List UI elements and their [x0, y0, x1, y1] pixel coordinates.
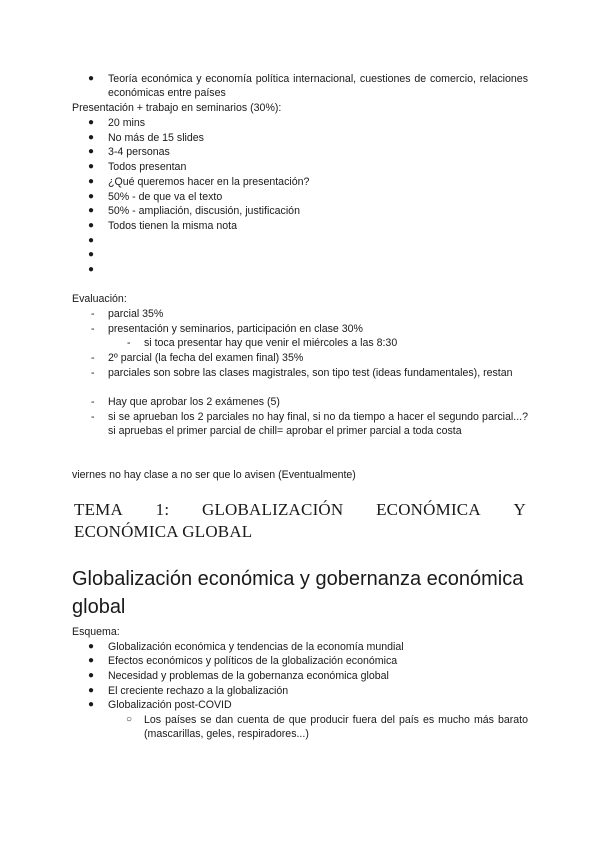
evaluation-heading: Evaluación:	[72, 293, 127, 305]
evaluation-item: si se aprueban los 2 parciales no hay final, si no da tiempo a hacer el segundo parcial...? si apruebas el primer parcial de chill= aprobar el primer parcial a toda costa	[108, 411, 528, 437]
outline-item: Efectos económicos y políticos de la globalización económica	[108, 655, 398, 667]
friday-note: viernes no hay clase a no ser que lo avisen (Eventualmente)	[72, 469, 356, 481]
evaluation-sub-item: si toca presentar hay que venir el miércoles a las 8:30	[144, 337, 398, 349]
topic-heading-word: GLOBALIZACIÓN	[201, 500, 344, 519]
evaluation-item: Hay que aprobar los 2 exámenes (5)	[108, 396, 280, 408]
bullet-icon: ●	[88, 205, 95, 216]
dash-marker: -	[127, 337, 131, 349]
topic-heading-word: ECONÓMICA	[376, 500, 481, 519]
dash-marker: -	[91, 352, 95, 364]
bullet-icon: ●	[88, 641, 95, 652]
bullet-icon: ●	[88, 655, 95, 666]
evaluation-item: 2º parcial (la fecha del examen final) 35%	[108, 352, 304, 364]
bullet-icon: ●	[88, 146, 95, 157]
dash-marker: -	[91, 396, 95, 408]
section-title: Globalización económica y gobernanza económica global	[72, 568, 524, 618]
evaluation-item: parcial 35%	[108, 308, 164, 320]
presentation-heading: Presentación + trabajo en seminarios (30%):	[72, 102, 282, 114]
presentation-item: 20 mins	[108, 117, 146, 129]
topic-heading-word: TEMA	[74, 500, 123, 519]
bullet-icon: ●	[88, 685, 95, 696]
dash-marker: -	[91, 367, 95, 379]
bullet-icon: ●	[88, 220, 95, 231]
presentation-item: No más de 15 slides	[108, 132, 204, 144]
outline-item: Necesidad y problemas de la gobernanza económica global	[108, 670, 389, 682]
presentation-item: 50% - de que va el texto	[108, 191, 223, 203]
bullet-icon: ●	[88, 161, 95, 172]
outline-sub-item: Los países se dan cuenta de que producir fuera del país es mucho más barato (mascarillas, geles, respiradores...)	[144, 714, 528, 740]
evaluation-item: parciales son sobre las clases magistrales, son tipo test (ideas fundamentales), restan	[108, 367, 513, 379]
presentation-item: Todos presentan	[108, 161, 187, 173]
outline-item: Globalización económica y tendencias de la economía mundial	[108, 641, 404, 653]
presentation-item: ¿Qué queremos hacer en la presentación?	[108, 176, 310, 188]
bullet-icon: ●	[88, 670, 95, 681]
bullet-icon: ●	[88, 117, 95, 128]
bullet-icon: ●	[88, 191, 95, 202]
topic-heading-word: 1:	[155, 500, 170, 519]
bullet-icon: ●	[88, 249, 95, 260]
presentation-item: Todos tienen la misma nota	[108, 220, 237, 232]
intro-bullet-text: Teoría económica y economía política internacional, cuestiones de comercio, relaciones económicas entre países	[108, 73, 528, 99]
evaluation-item: presentación y seminarios, participación en clase 30%	[108, 323, 363, 335]
dash-marker: -	[91, 323, 95, 335]
dash-marker: -	[91, 308, 95, 320]
bullet-icon: ●	[88, 73, 95, 84]
bullet-icon: ●	[88, 264, 95, 275]
presentation-item: 50% - ampliación, discusión, justificación	[108, 205, 300, 217]
bullet-icon: ●	[88, 235, 95, 246]
topic-heading	[74, 499, 526, 543]
presentation-item: 3-4 personas	[108, 146, 170, 158]
bullet-icon: ●	[88, 132, 95, 143]
circle-bullet-icon: ○	[126, 714, 133, 725]
dash-marker: -	[91, 411, 95, 423]
topic-heading-word: Y	[513, 500, 526, 519]
topic-heading-line-2: ECONÓMICA GLOBAL	[74, 522, 253, 541]
bullet-icon: ●	[88, 699, 95, 710]
outline-item: El creciente rechazo a la globalización	[108, 685, 289, 697]
outline-heading: Esquema:	[72, 626, 120, 638]
bullet-icon: ●	[88, 176, 95, 187]
outline-item: Globalización post-COVID	[108, 699, 232, 711]
topic-heading-line-1	[74, 499, 526, 521]
